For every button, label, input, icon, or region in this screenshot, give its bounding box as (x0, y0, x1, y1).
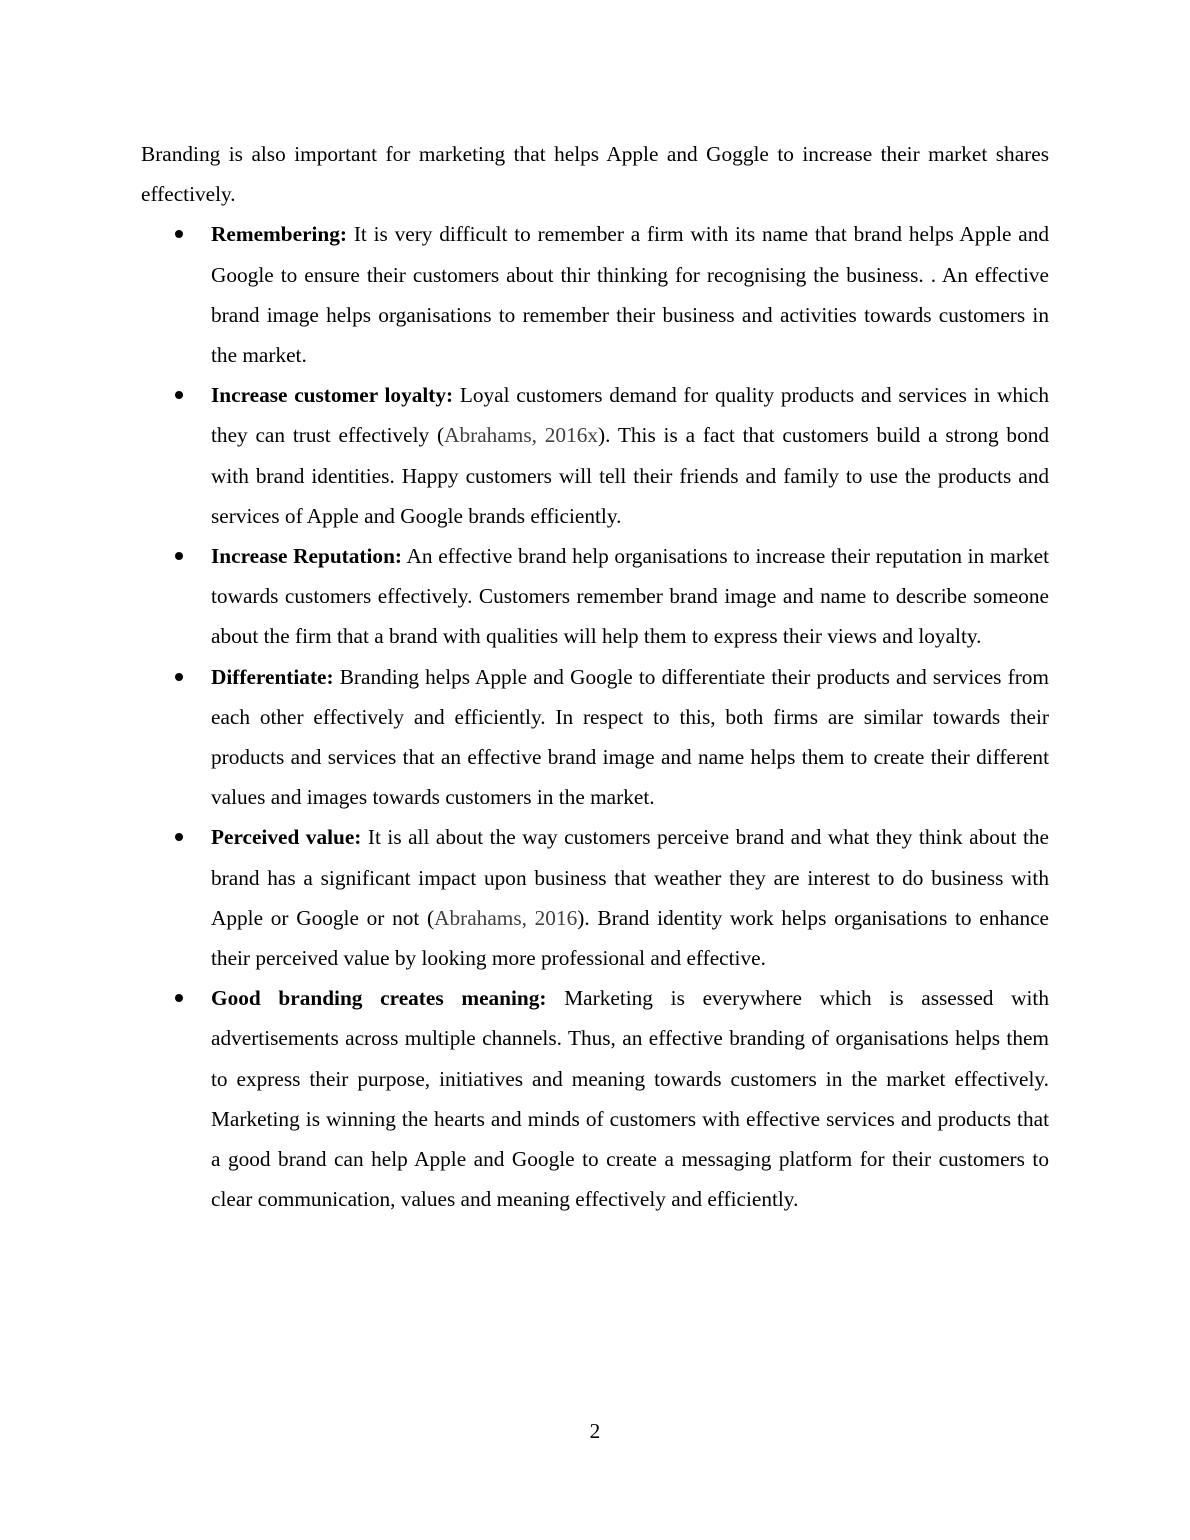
page-number: 2 (589, 1419, 601, 1443)
list-item-good-branding (211, 978, 1049, 1219)
list-item-term: Differentiate: (211, 664, 334, 689)
list-item-text: Branding helps Apple and Google to differentiate their products and services from each other effectively and efficiently. In respect to this, both firms are similar towards their products and services that an effective brand image and name helps them to create their different values and images towards customers in the market. (211, 664, 1049, 810)
list-item-term: Good branding creates meaning: (211, 986, 547, 1011)
list-item-text: ). Brand identity work helps organisations to enhance their perceived value by looking more professional and effective. (211, 905, 1049, 971)
list-item-text: It is all about the way customers perceive brand and what they think about the brand has a significant impact upon business that weather they are interest to do business with Apple or Google or not ( (211, 825, 1050, 930)
bullet-icon (175, 552, 183, 560)
list-item-differentiate (211, 657, 1049, 818)
citation: Abrahams, 2016x (444, 423, 599, 448)
bullet-icon (175, 833, 183, 841)
page-body (141, 134, 1049, 1219)
bullet-icon (175, 230, 183, 238)
list-item-term: Perceived value: (211, 825, 362, 850)
list-item-reputation (211, 536, 1049, 657)
list-item-term: Increase customer loyalty: (211, 383, 454, 408)
list-item-text: An effective brand help organisations to increase their reputation in market towards customers effectively. Customers remember brand image and name to describe someone about the firm that a brand with qualities will help them to express their views and loyalty. (211, 544, 1049, 649)
list-item-term: Increase Reputation: (211, 544, 403, 569)
list-item-perceived-value (211, 817, 1049, 978)
bullet-icon (175, 994, 183, 1002)
list-item-remembering (211, 214, 1049, 375)
list-item-text: Marketing is everywhere which is assessed with advertisements across multiple channels. Thus, an effective branding of organisations helps them to express their purpose, initiatives and meaning towards customers in the market effectively. Marketing is winning the hearts and minds of customers with effective services and products that a good brand can help Apple and Google to create a messaging platform for their customers to clear communication, values and meaning effectively and efficiently. (211, 986, 1049, 1212)
intro-paragraph: Branding is also important for marketing that helps Apple and Goggle to increase their market shares effectively. (141, 142, 1049, 207)
list-item-text: It is very difficult to remember a firm with its name that brand helps Apple and Google to ensure their customers about thir thinking for recognising the business. . An effective brand image helps organisations to remember their business and activities towards customers in the market. (211, 222, 1049, 368)
bullet-icon (175, 673, 183, 681)
list-item-term: Remembering: (211, 222, 348, 247)
list-item-text: Loyal customers demand for quality products and services in which they can trust effectively ( (211, 383, 1049, 448)
citation: Abrahams, 2016 (434, 905, 578, 930)
list-item-text: ). This is a fact that customers build a strong bond with brand identities. Happy customers will tell their friends and family to use the products and services of Apple and Google brands efficiently. (211, 423, 1050, 528)
bullet-list (141, 214, 1049, 1219)
list-item-customer-loyalty (211, 375, 1049, 536)
bullet-icon (175, 391, 183, 399)
